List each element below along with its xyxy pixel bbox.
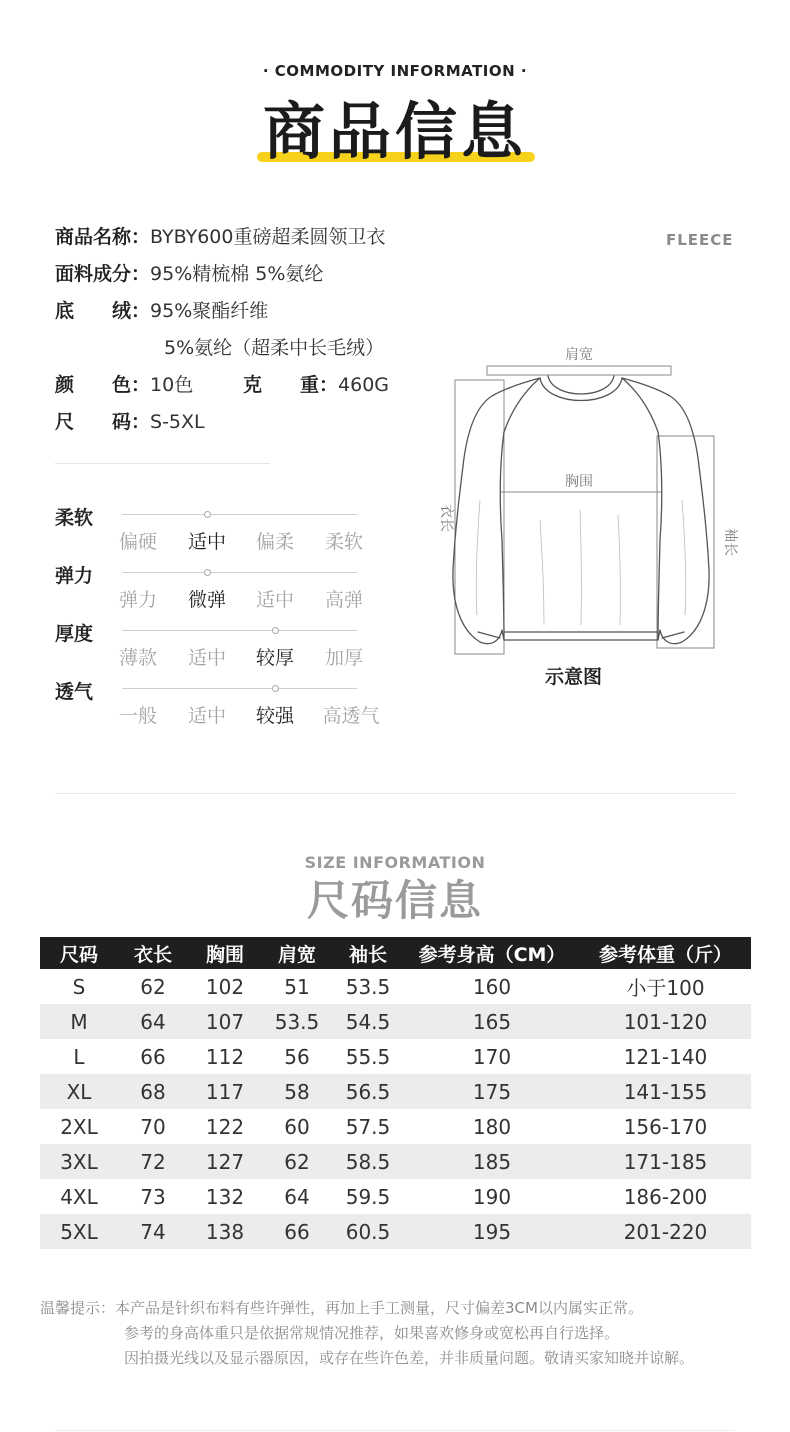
sleeve-length-label: 袖长	[722, 528, 738, 556]
size-info-cn-title: 尺码信息	[306, 876, 483, 925]
size-table-cell: 186-200	[623, 1184, 708, 1209]
size-table-header-cell: 衣长	[118, 937, 188, 969]
attribute-title: 厚度	[55, 623, 94, 645]
size-table-cell: 127	[188, 1144, 262, 1179]
size-table-cell: 58.5	[332, 1144, 404, 1179]
info-divider	[55, 463, 270, 464]
size-table-cell: 62	[262, 1144, 332, 1179]
size-table-cell: 121-140	[623, 1044, 708, 1069]
info-row-weight	[243, 370, 389, 397]
info-row-lining-2	[164, 333, 384, 360]
size-table-row	[40, 1039, 751, 1074]
shoulder-measure-frame	[487, 366, 671, 375]
attribute-title: 柔软	[55, 507, 94, 529]
size-table-cell: 53.5	[345, 974, 391, 999]
attribute-option: 偏硬	[118, 531, 157, 553]
info-row-size	[55, 407, 205, 434]
size-table-cell: 66	[140, 1044, 166, 1069]
size-table-cell: 74	[118, 1214, 188, 1249]
size-table-cell: 51	[284, 974, 310, 999]
attribute-option: 加厚	[324, 647, 363, 669]
size-table-cell: 132	[205, 1184, 245, 1209]
size-table-cell: 171-185	[580, 1144, 751, 1179]
attribute-scale-marker	[204, 511, 211, 518]
name-label: 商品名称：	[55, 226, 151, 248]
size-table-cell: 56	[284, 1044, 310, 1069]
info-row-color	[55, 370, 193, 397]
note-line-2: 参考的身高体重只是依据常规情况推荐，如果喜欢修身或宽松再自行选择。	[124, 1324, 620, 1342]
size-table-cell: 180	[472, 1114, 512, 1139]
attribute-option: 适中	[187, 647, 226, 669]
attribute-option: 一般	[118, 705, 157, 727]
size-table-cell: 101-120	[580, 1004, 751, 1039]
size-table-cell: 185	[404, 1144, 580, 1179]
size-info-en-title: SIZE INFORMATION	[304, 853, 486, 872]
commodity-info-en-title: · COMMODITY INFORMATION ·	[262, 62, 528, 80]
size-table-cell: 小于100	[626, 976, 705, 1000]
diagram-caption: 示意图	[545, 666, 603, 688]
size-table-header-cell: 肩宽	[262, 937, 332, 969]
attribute-scale-marker	[204, 569, 211, 576]
attribute-option: 弹力	[118, 589, 157, 611]
size-table-cell: 66	[262, 1214, 332, 1249]
attribute-title: 透气	[55, 681, 94, 703]
size-table-cell: 54.5	[332, 1004, 404, 1039]
attribute-scale-line	[122, 514, 357, 515]
size-table-cell: 70	[140, 1114, 166, 1139]
shoulder-width-label: 肩宽	[565, 347, 593, 363]
attribute-scale-line	[122, 688, 357, 689]
note-label: 温馨提示：	[40, 1299, 116, 1317]
color-value: 10色	[150, 374, 194, 396]
size-table-cell: 60.5	[332, 1214, 404, 1249]
size-table-cell: 55.5	[345, 1044, 391, 1069]
info-row-fabric	[55, 259, 323, 286]
size-table-cell: 64	[284, 1184, 310, 1209]
note-text-1: 本产品是针织布料有些许弹性，再加上手工测量，尺寸偏差3CM以内属实正常。	[115, 1299, 643, 1317]
sweatshirt-folds	[476, 500, 686, 625]
attribute-option: 高弹	[324, 589, 363, 611]
size-table-cell: 175	[404, 1074, 580, 1109]
name-value: BYBY600重磅超柔圆领卫衣	[150, 226, 386, 248]
commodity-info-cn-title-text: 商品信息	[262, 95, 527, 168]
size-table-cell: 5XL	[40, 1214, 118, 1249]
attribute-option: 较厚	[255, 647, 294, 669]
size-table-cell: M	[40, 1004, 118, 1039]
size-table-cell: 112	[205, 1044, 245, 1069]
size-table-cell: 57.5	[345, 1114, 391, 1139]
attribute-option: 适中	[187, 705, 226, 727]
info-row-name	[55, 222, 385, 249]
size-table-cell: 156-170	[623, 1114, 708, 1139]
size-table-cell: 117	[188, 1074, 262, 1109]
size-table-cell: 59.5	[345, 1184, 391, 1209]
weight-value: 460G	[338, 374, 390, 396]
size-table-cell: S	[72, 974, 86, 999]
size-table-cell: 4XL	[60, 1184, 98, 1209]
size-table-cell: XL	[40, 1074, 118, 1109]
note-line-1	[40, 1297, 643, 1318]
attribute-option: 较强	[255, 705, 294, 727]
info-row-lining	[55, 296, 268, 323]
size-table	[40, 937, 751, 1249]
lining-value-1: 95%聚酯纤维	[150, 300, 269, 322]
size-table-cell: 141-155	[580, 1074, 751, 1109]
size-table-cell: 138	[188, 1214, 262, 1249]
size-table-cell: 170	[472, 1044, 512, 1069]
attribute-scale-marker	[272, 627, 279, 634]
section-divider	[55, 793, 735, 794]
commodity-info-cn-title	[263, 96, 527, 168]
size-table-header-cell: 参考体重（斤）	[580, 937, 751, 969]
attribute-title: 弹力	[55, 565, 94, 587]
attribute-option: 柔软	[324, 531, 363, 553]
size-table-cell: 56.5	[332, 1074, 404, 1109]
lining-value-2: 5%氨纶（超柔中长毛绒）	[164, 337, 385, 359]
fabric-label: 面料成分：	[55, 263, 151, 285]
size-table-cell: 72	[118, 1144, 188, 1179]
note-line-3: 因拍摄光线以及显示器原因，或存在些许色差，并非质量问题。敬请买家知晓并谅解。	[124, 1349, 695, 1367]
attribute-option: 高透气	[322, 705, 380, 727]
size-table-cell: 3XL	[40, 1144, 118, 1179]
size-value: S-5XL	[150, 411, 205, 433]
size-table-cell: 64	[118, 1004, 188, 1039]
size-table-cell: 2XL	[60, 1114, 98, 1139]
size-table-cell: 62	[140, 974, 166, 999]
size-table-cell: L	[73, 1044, 85, 1069]
fabric-value: 95%精梳棉 5%氨纶	[150, 263, 324, 285]
bottom-divider	[55, 1430, 735, 1431]
size-table-cell: 201-220	[580, 1214, 751, 1249]
size-table-header	[40, 937, 751, 969]
size-table-row	[40, 1214, 751, 1249]
commodity-info-title-wrap	[0, 96, 790, 168]
attribute-option: 微弹	[187, 589, 226, 611]
size-table-cell: 165	[404, 1004, 580, 1039]
size-table-cell: 60	[284, 1114, 310, 1139]
size-table-body	[40, 969, 751, 1249]
lining-label: 底 绒：	[55, 300, 151, 322]
size-table-cell: 107	[188, 1004, 262, 1039]
chest-label: 胸围	[565, 474, 593, 490]
size-table-cell: 122	[205, 1114, 245, 1139]
attribute-scale-line	[122, 630, 357, 631]
size-table-cell: 58	[262, 1074, 332, 1109]
color-label: 颜 色：	[55, 374, 151, 396]
size-table-cell: 102	[205, 974, 245, 999]
size-label: 尺 码：	[55, 411, 151, 433]
body-length-label: 衣长	[438, 504, 454, 532]
attribute-option: 偏柔	[255, 531, 294, 553]
attribute-scale-marker	[272, 685, 279, 692]
size-table-row	[40, 1004, 751, 1039]
weight-label: 克 重：	[243, 374, 339, 396]
sweatshirt-diagram	[420, 340, 738, 660]
sleeve-measure-frame	[657, 436, 714, 648]
fleece-tag: FLEECE	[666, 231, 734, 249]
size-table-row	[40, 1179, 751, 1214]
size-table-header-cell: 袖长	[332, 937, 404, 969]
attribute-option: 适中	[187, 531, 226, 553]
size-table-header-cell: 尺码	[40, 937, 118, 969]
size-table-cell: 68	[118, 1074, 188, 1109]
size-table-cell: 190	[472, 1184, 512, 1209]
size-table-cell: 73	[140, 1184, 166, 1209]
attribute-option: 薄款	[118, 647, 157, 669]
size-table-row	[40, 1074, 751, 1109]
attribute-scale-line	[122, 572, 357, 573]
size-table-row	[40, 969, 751, 1004]
size-table-cell: 53.5	[262, 1004, 332, 1039]
attribute-option: 适中	[255, 589, 294, 611]
size-table-cell: 195	[404, 1214, 580, 1249]
size-table-row	[40, 1109, 751, 1144]
size-table-cell: 160	[472, 974, 512, 999]
size-table-header-cell: 胸围	[188, 937, 262, 969]
length-measure-frame	[455, 380, 504, 654]
size-table-row	[40, 1144, 751, 1179]
size-table-header-cell: 参考身高（CM）	[404, 937, 580, 969]
